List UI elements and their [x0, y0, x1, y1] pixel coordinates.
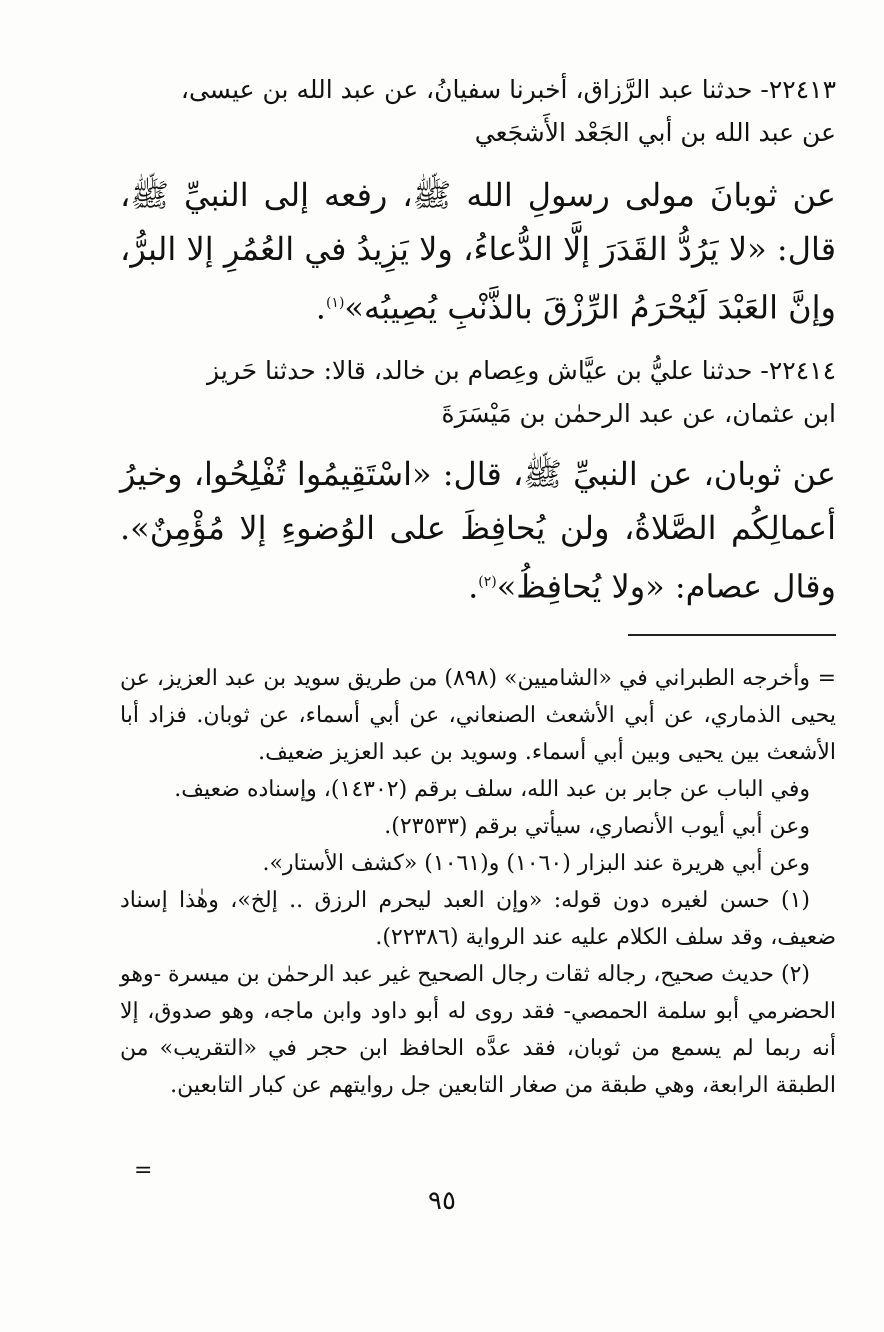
- footnotes: [120, 660, 836, 1104]
- matn-text: عن ثوبان، عن النبيِّ ﷺ، قال: «اسْتَقِيمُوا تُفْلِحُوا، وخيرُ أعمالِكُم الصَّلاةُ، ولن يُحافِظَ على الوُضوءِ إلا مُؤْمِنٌ». وقال عصام: «ولا يُحافِظُ»: [120, 454, 836, 606]
- isnad-line-1: ٢٢٤١٤- حدثنا عليُّ بن عيَّاش وعِصام بن خالد، قالا: حدثنا حَريز: [207, 355, 836, 385]
- continuation-mark: =: [817, 666, 836, 691]
- continuation-text: وأخرجه الطبراني في «الشاميين» (٨٩٨) من طريق سويد بن عبد العزيز، عن يحيى الذماري، عن أبي الأشعث الصنعاني، عن أبي أسماء، عن ثوبان. فزاد أبا الأشعث بين يحيى وبين أبي أسماء. وسويد بن عبد العزيز ضعيف.: [120, 666, 836, 765]
- footnote-2: (٢) حديث صحيح، رجاله ثقات رجال الصحيح غير عبد الرحمٰن بن ميسرة -وهو الحضرمي أبو سلمة الحمصي- فقد روى له أبو داود وابن ماجه، وهو صدوق، إلا أنه ربما لم يسمع من ثوبان، فقد عدَّه الحافظ ابن حجر في «التقريب» من الطبقة الرابعة، وهي طبقة من صغار التابعين جل روايتهم عن كبار التابعين.: [120, 962, 837, 1098]
- isnad-line-1: ٢٢٤١٣- حدثنا عبد الرَّزاق، أخبرنا سفيانُ، عن عبد الله بن عيسى،: [180, 75, 836, 104]
- continuation-end-mark: =: [134, 1158, 153, 1183]
- footnote-line-ayyub: وعن أبي أيوب الأنصاري، سيأتي برقم (٢٣٥٣٣).: [384, 814, 810, 839]
- footnote-ref-2: (٢): [478, 573, 497, 590]
- hadith-22414-matn: [120, 447, 836, 614]
- main-text: [120, 68, 836, 613]
- footnote-line-jabir: وفي الباب عن جابر بن عبد الله، سلف برقم (١٤٣٠٢)، وإسناده ضعيف.: [174, 777, 810, 802]
- matn-end: .: [315, 288, 326, 327]
- hadith-22413-matn: [120, 168, 836, 335]
- footnote-line-hurayra: وعن أبي هريرة عند البزار (١٠٦٠) و(١٠٦١) «كشف الأستار».: [262, 851, 810, 876]
- hadith-22413-isnad: [120, 68, 836, 154]
- footnote-separator: [628, 634, 836, 636]
- footnote-ref-1: (١): [325, 295, 345, 311]
- matn-end: .: [468, 567, 479, 606]
- isnad-line-2: عن عبد الله بن أبي الجَعْد الأَشجَعي: [474, 118, 836, 147]
- isnad-line-2: ابن عثمان، عن عبد الرحمٰن بن مَيْسَرَةَ: [441, 398, 836, 428]
- matn-text: عن ثوبانَ مولى رسولِ الله ﷺ، رفعه إلى النبيِّ ﷺ، قال: «لا يَرُدُّ القَدَرَ إلَّا الدُّعاءُ، ولا يَزِيدُ في العُمُرِ إلا البرُّ، وإنَّ العَبْدَ لَيُحْرَمُ الرِّزْقَ بالذَّنْبِ يُصِيبُه»: [120, 176, 837, 327]
- footnote-1: (١) حسن لغيره دون قوله: «وإن العبد ليحرم الرزق .. إلخ»، وهٰذا إسناد ضعيف، وقد سلف الكلام عليه عند الرواية (٢٢٣٨٦).: [120, 888, 836, 950]
- footnote-continuation: [120, 660, 836, 771]
- page-number: ٩٥: [428, 1186, 456, 1216]
- hadith-22414-isnad: [120, 349, 836, 435]
